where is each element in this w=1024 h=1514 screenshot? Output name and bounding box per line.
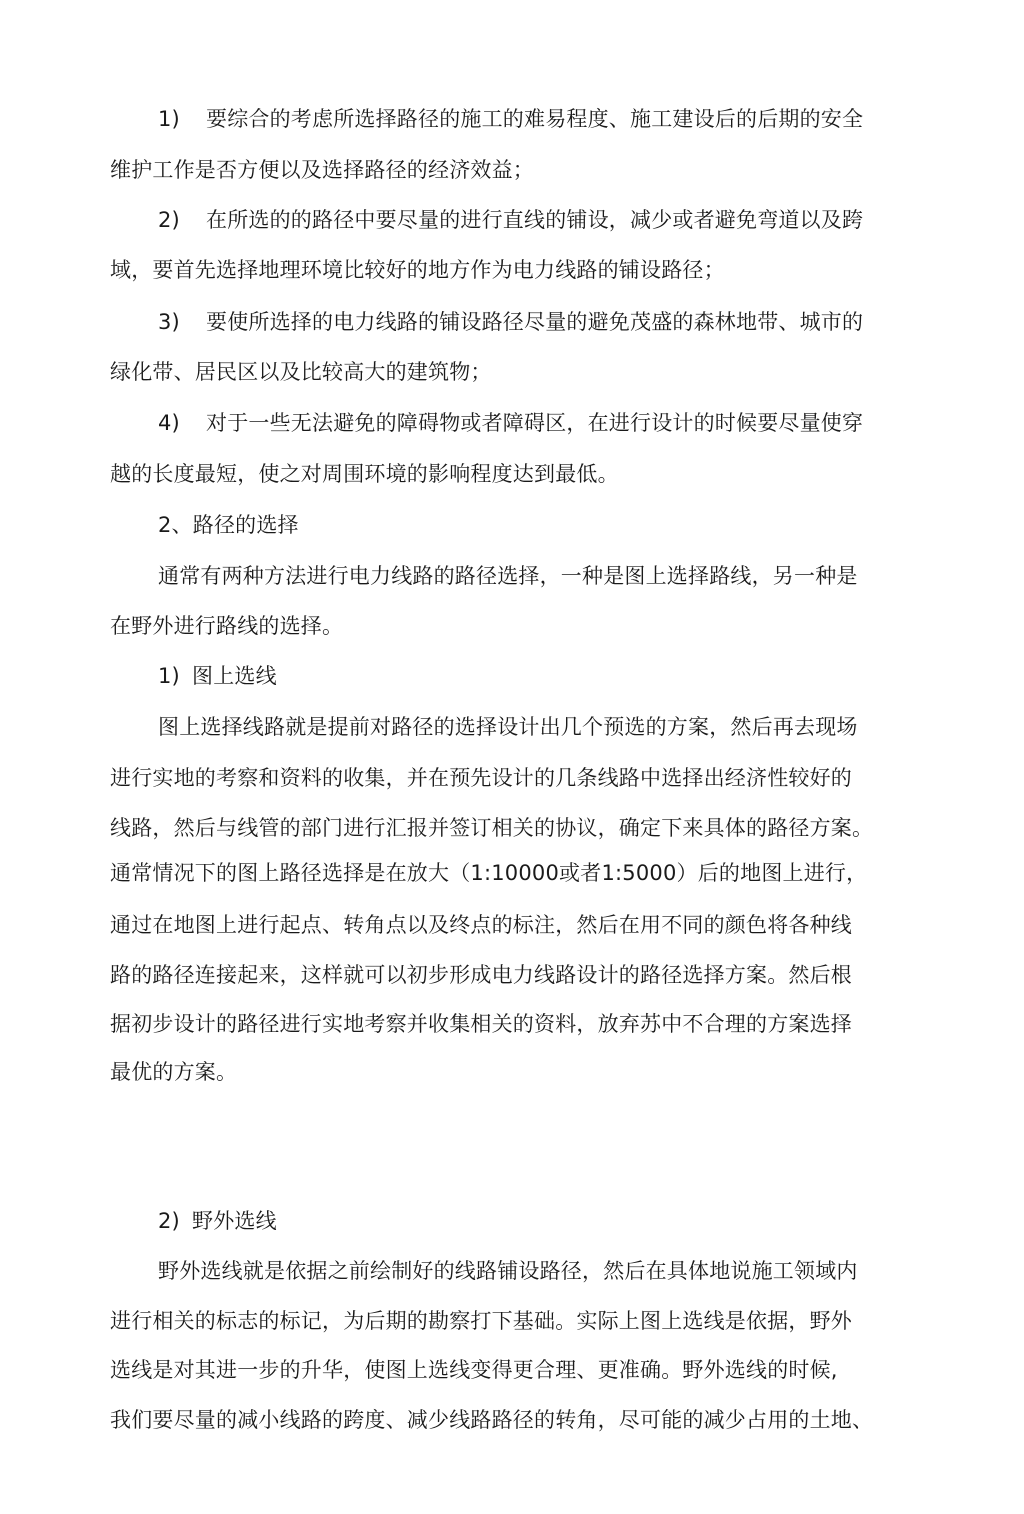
criterion-4-number: 4): [158, 411, 180, 435]
criterion-2-text-2: 域，要首先选择地理环境比较好的地方作为电力线路的铺设路径；: [110, 258, 725, 282]
field-selection-title: 野外选线: [192, 1209, 277, 1233]
criterion-3-text-1: 要使所选择的电力线路的铺设路径尽量的避免茂盛的森林地带、城市的: [206, 310, 864, 334]
criterion-1-text-1: 要综合的考虑所选择路径的施工的难易程度、施工建设后的后期的安全: [206, 107, 864, 131]
criterion-4-first-line: [158, 408, 863, 438]
criterion-2-text-1: 在所选的的路径中要尽量的进行直线的铺设，减少或者避免弯道以及跨: [206, 208, 864, 232]
criterion-1-text-2: 维护工作是否方便以及选择路径的经济效益；: [110, 158, 534, 182]
intro-line-1: 通常有两种方法进行电力线路的路径选择，一种是图上选择路线，另一种是: [158, 564, 858, 588]
field-selection-line-1: 野外选线就是依据之前绘制好的线路铺设路径，然后在具体地说施工领域内: [158, 1259, 858, 1283]
map-selection-title: 图上选线: [192, 664, 277, 688]
map-selection-line-8: 最优的方案。: [110, 1060, 238, 1084]
criterion-4-text-1: 对于一些无法避免的障碍物或者障碍区，在进行设计的时候要尽量使穿: [206, 411, 864, 435]
criterion-2-first-line: [158, 205, 863, 235]
map-selection-heading: [158, 661, 277, 691]
criterion-2-number: 2): [158, 208, 180, 232]
criterion-3-number: 3): [158, 310, 180, 334]
field-selection-number: 2): [158, 1209, 180, 1233]
field-selection-line-2: 进行相关的标志的标记，为后期的勘察打下基础。实际上图上选线是依据，野外: [110, 1309, 852, 1333]
field-selection-heading: [158, 1206, 277, 1236]
criterion-1-first-line: [158, 104, 863, 134]
map-selection-line-7: 据初步设计的路径进行实地考察并收集相关的资料，放弃苏中不合理的方案选择: [110, 1012, 852, 1036]
criterion-4-text-2: 越的长度最短，使之对周围环境的影响程度达到最低。: [110, 462, 619, 486]
map-selection-line-3: 线路，然后与线管的部门进行汇报并签订相关的协议，确定下来具体的路径方案。: [110, 816, 874, 840]
criterion-1-number: 1): [158, 107, 180, 131]
field-selection-line-3: 选线是对其进一步的升华，使图上选线变得更合理、更准确。野外选线的时候,: [110, 1358, 838, 1382]
map-selection-line-4: 通常情况下的图上路径选择是在放大（1:10000或者1:5000）后的地图上进行，: [110, 861, 868, 885]
section-2-heading: 2、路径的选择: [158, 513, 299, 537]
map-selection-line-1: 图上选择线路就是提前对路径的选择设计出几个预选的方案，然后再去现场: [158, 715, 858, 739]
map-selection-line-5: 通过在地图上进行起点、转角点以及终点的标注，然后在用不同的颜色将各种线: [110, 913, 852, 937]
field-selection-line-4: 我们要尽量的减小线路的跨度、减少线路路径的转角，尽可能的减少占用的土地、: [110, 1408, 874, 1432]
map-selection-number: 1): [158, 664, 180, 688]
map-selection-line-2: 进行实地的考察和资料的收集，并在预先设计的几条线路中选择出经济性较好的: [110, 766, 852, 790]
criterion-3-first-line: [158, 307, 863, 337]
map-selection-line-6: 路的路径连接起来，这样就可以初步形成电力线路设计的路径选择方案。然后根: [110, 963, 852, 987]
intro-line-2: 在野外进行路线的选择。: [110, 614, 344, 638]
criterion-3-text-2: 绿化带、居民区以及比较高大的建筑物；: [110, 360, 492, 384]
